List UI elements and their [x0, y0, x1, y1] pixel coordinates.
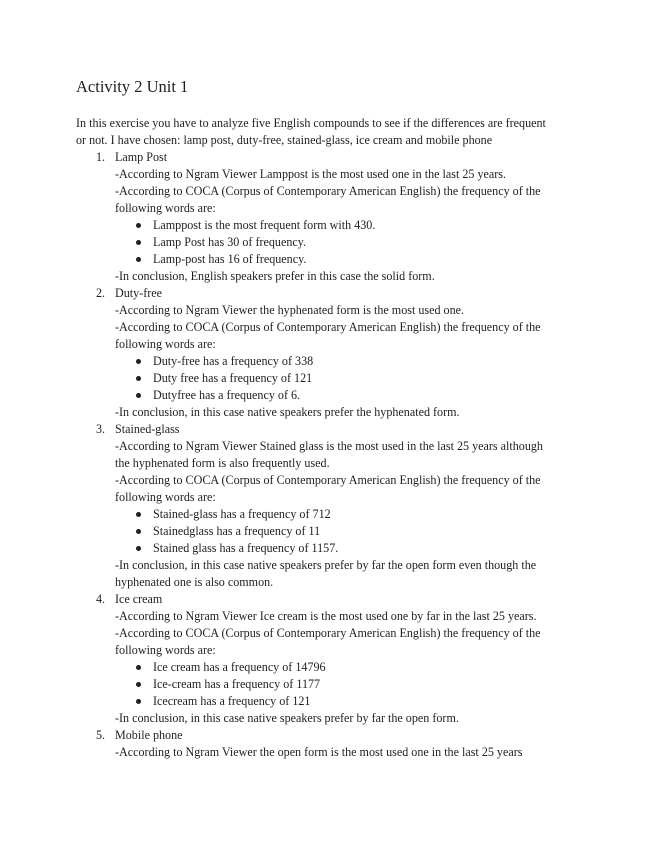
paragraph-line [0, 744, 655, 761]
paragraph-text: -According to Ngram Viewer Lamppost is the most used one in the last 25 years. [115, 167, 507, 181]
bullet-text: Duty free has a frequency of 121 [153, 371, 313, 385]
bullet-icon [136, 393, 141, 398]
conclusion-text: -In conclusion, in this case native speakers prefer by far the open form even though the [115, 558, 537, 572]
bullet-item [0, 217, 655, 234]
list-item-number: 3. [96, 422, 106, 436]
list-item-number: 2. [96, 286, 106, 300]
bullet-item [0, 353, 655, 370]
paragraph-text: following words are: [115, 201, 216, 215]
paragraph-text: -According to Ngram Viewer the hyphenated form is the most used one. [115, 303, 465, 317]
page-title: Activity 2 Unit 1 [76, 77, 189, 96]
paragraph-line [0, 183, 655, 200]
paragraph-text: -According to COCA (Corpus of Contemporary American English) the frequency of the [115, 184, 541, 198]
bullet-icon [136, 682, 141, 687]
bullet-text: Ice-cream has a frequency of 1177 [153, 677, 321, 691]
intro-line: or not. I have chosen: lamp post, duty-free, stained-glass, ice cream and mobile phone [76, 133, 493, 147]
paragraph-line [0, 608, 655, 625]
numbered-list [0, 149, 655, 761]
bullet-icon [136, 665, 141, 670]
paragraph-line [0, 302, 655, 319]
paragraph-line [0, 642, 655, 659]
paragraph-text: following words are: [115, 490, 216, 504]
paragraph-line [0, 319, 655, 336]
bullet-icon [136, 257, 141, 262]
bullet-icon [136, 359, 141, 364]
bullet-text: Duty-free has a frequency of 338 [153, 354, 314, 368]
bullet-item [0, 506, 655, 523]
bullet-icon [136, 699, 141, 704]
paragraph-line [0, 625, 655, 642]
bullet-icon [136, 223, 141, 228]
bullet-item [0, 523, 655, 540]
conclusion-text: -In conclusion, English speakers prefer in this case the solid form. [115, 269, 435, 283]
bullet-text: Dutyfree has a frequency of 6. [153, 388, 301, 402]
list-item-heading-row [0, 421, 655, 438]
bullet-icon [136, 529, 141, 534]
bullet-item [0, 370, 655, 387]
bullet-item [0, 659, 655, 676]
conclusion-line [0, 574, 655, 591]
paragraph-text: -According to COCA (Corpus of Contemporary American English) the frequency of the [115, 320, 541, 334]
conclusion-text: -In conclusion, in this case native speakers prefer the hyphenated form. [115, 405, 460, 419]
bullet-item [0, 234, 655, 251]
bullet-text: Lamp-post has 16 of frequency. [153, 252, 307, 266]
bullet-text: Stained glass has a frequency of 1157. [153, 541, 339, 555]
list-item-number: 5. [96, 728, 106, 742]
list-item-heading-row [0, 285, 655, 302]
bullet-icon [136, 512, 141, 517]
bullet-text: Icecream has a frequency of 121 [153, 694, 311, 708]
paragraph-line [0, 166, 655, 183]
bullet-text: Stained-glass has a frequency of 712 [153, 507, 331, 521]
paragraph-line [0, 455, 655, 472]
paragraph-line [0, 472, 655, 489]
bullet-icon [136, 240, 141, 245]
intro-paragraph [76, 115, 588, 149]
paragraph-text: following words are: [115, 337, 216, 351]
bullet-item [0, 676, 655, 693]
list-item-heading: Ice cream [115, 592, 163, 606]
paragraph-text: -According to Ngram Viewer the open form is the most used one in the last 25 years [115, 745, 523, 759]
list-item-heading: Stained-glass [115, 422, 180, 436]
list-item-heading-row [0, 591, 655, 608]
conclusion-line [0, 557, 655, 574]
list-item-heading: Mobile phone [115, 728, 183, 742]
conclusion-text: -In conclusion, in this case native speakers prefer by far the open form. [115, 711, 459, 725]
paragraph-line [0, 438, 655, 455]
conclusion-line [0, 710, 655, 727]
paragraph-text: the hyphenated form is also frequently used. [115, 456, 330, 470]
bullet-item [0, 540, 655, 557]
list-item-heading-row [0, 727, 655, 744]
bullet-item [0, 693, 655, 710]
bullet-text: Stainedglass has a frequency of 11 [153, 524, 321, 538]
paragraph-line [0, 336, 655, 353]
bullet-text: Lamp Post has 30 of frequency. [153, 235, 307, 249]
bullet-item [0, 251, 655, 268]
conclusion-line [0, 268, 655, 285]
bullet-text: Ice cream has a frequency of 14796 [153, 660, 326, 674]
bullet-icon [136, 546, 141, 551]
list-item-heading: Lamp Post [115, 150, 168, 164]
list-item-number: 1. [96, 150, 106, 164]
list-item-heading-row [0, 149, 655, 166]
paragraph-text: -According to Ngram Viewer Ice cream is the most used one by far in the last 25 years. [115, 609, 537, 623]
bullet-text: Lamppost is the most frequent form with 430. [153, 218, 376, 232]
bullet-icon [136, 376, 141, 381]
paragraph-text: -According to Ngram Viewer Stained glass is the most used in the last 25 years although [115, 439, 543, 453]
paragraph-text: -According to COCA (Corpus of Contemporary American English) the frequency of the [115, 473, 541, 487]
conclusion-text: hyphenated one is also common. [115, 575, 274, 589]
list-item-heading: Duty-free [115, 286, 163, 300]
intro-line: In this exercise you have to analyze five English compounds to see if the differences are frequent [76, 116, 546, 130]
paragraph-text: -According to COCA (Corpus of Contemporary American English) the frequency of the [115, 626, 541, 640]
bullet-item [0, 387, 655, 404]
paragraph-text: following words are: [115, 643, 216, 657]
conclusion-line [0, 404, 655, 421]
paragraph-line [0, 200, 655, 217]
list-item-number: 4. [96, 592, 106, 606]
paragraph-line [0, 489, 655, 506]
